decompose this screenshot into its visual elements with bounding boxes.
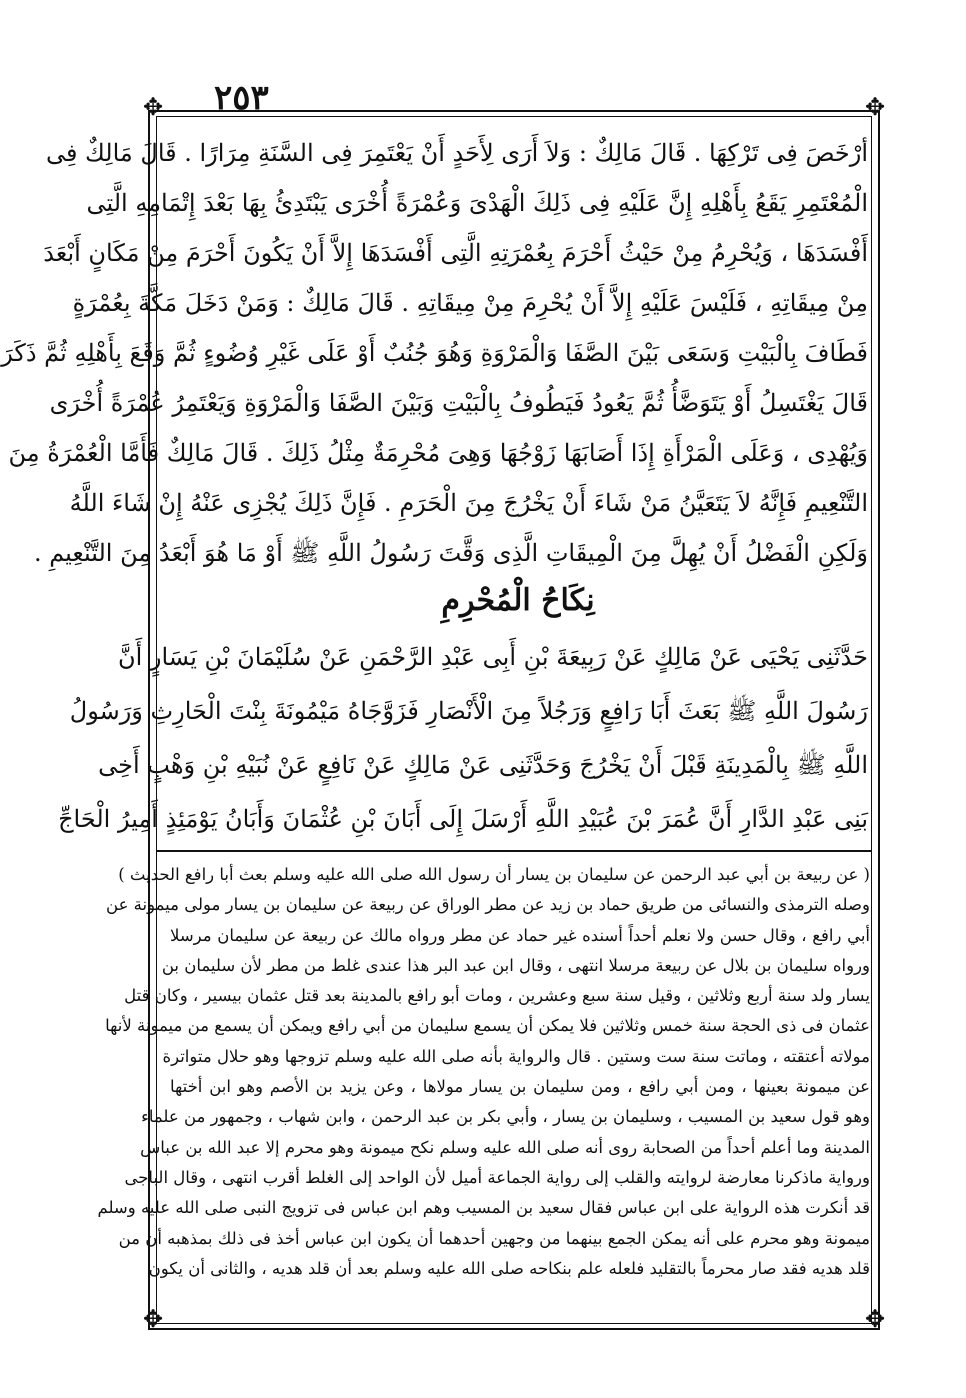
text-line: مِنْ مِيقَاتِهِ ، فَلَيْسَ عَلَيْهِ إِلاَّ أَنْ يُحْرِمَ مِنْ مِيقَاتِهِ . قَالَ مَالِكٌ : وَمَنْ دَخَلَ مَكَّةَ بِعُمْرَةٍ (72, 289, 868, 317)
footnotes-block (97, 860, 870, 1284)
footnote-line: وهو قول سعيد بن المسيب ، وسليمان بن يسار ، وأبي بكر بن عبد الرحمن ، وابن شهاب ، وجمهور من علماء (141, 1107, 870, 1127)
footnote-line: قد أنكرت هذه الرواية على ابن عباس فقال سعيد بن المسيب وهم ابن عباس فى تزويج النبى صلى الله عليه وسلم (97, 1198, 870, 1218)
footnote-line: ( عن ربيعة بن أبي عبد الرحمن عن سليمان بن يسار أن رسول الله صلى الله عليه وسلم بعث أبا رافع الحديث ) (118, 865, 870, 884)
footnote-line: وصله الترمذى والنسائى من طريق حماد بن زيد عن مطر الوراق عن ربيعة عن سليمان بن يسار مولى ميمونة عن (106, 895, 870, 915)
text-line: بَنِى عَبْدِ الدَّارِ أَنَّ عُمَرَ بْنَ عُبَيْدِ اللَّهِ أَرْسَلَ إِلَى أَبَانَ بْنِ عُثْمَانَ وَأَبَانُ يَوْمَئِذٍ أَمِيرُ الْحَاجِّ (58, 805, 868, 833)
corner-ornament-icon: ✥ (864, 93, 886, 121)
text-line: فَطَافَ بِالْبَيْتِ وَسَعَى بَيْنَ الصَّفَا وَالْمَرْوَةِ وَهُوَ جُنُبٌ أَوْ عَلَى غَيْرِ وُضُوءٍ ثُمَّ وَقَعَ بِأَهْلِهِ ثُمَّ ذَكَرَ (1, 339, 868, 367)
corner-ornament-icon: ✥ (142, 1305, 164, 1333)
text-line: أَفْسَدَهَا ، وَيُحْرِمُ مِنْ حَيْثُ أَحْرَمَ بِعُمْرَتِهِ الَّتِى أَفْسَدَهَا إِلاَّ أَنْ يَكُونَ أَحْرَمَ مِنْ مَكَانٍ أَبْعَدَ (43, 239, 868, 267)
footnote-line: عثمان فى ذى الحجة سنة خمس وثلاثين فلا يمكن أن يسمع سليمان من أبي رافع ويمكن أن يسمع من ميمونة لأنها (105, 1016, 870, 1036)
text-line: الْمُعْتَمِرِ يَقَعُ بِأَهْلِهِ إِنَّ عَلَيْهِ فِى ذَلِكَ الْهَدْىَ وَعُمْرَةً أُخْرَى يَبْتَدِئُ بِهَا بَعْدَ إِتْمَامِهِ الَّتِى (86, 189, 868, 217)
footnote-line: أبي رافع ، وقال حسن ولا نعلم أحداً أسنده غير حماد عن مطر ورواه مالك عن ربيعة عن سليمان مرسلا (170, 925, 870, 945)
footnote-line: قلد هديه فقد صار محرماً بالتقليد فلعله علم بنكاحه صلى الله عليه وسلم بعد أن قلد هديه ، والثانى أن يكون (148, 1258, 870, 1278)
text-line: التَّنْعِيمِ فَإِنَّهُ لاَ يَتَعَيَّنُ مَنْ شَاءَ أَنْ يَخْرُجَ مِنَ الْحَرَمِ . فَإِنَّ ذَلِكَ يُجْزِى عَنْهُ إِنْ شَاءَ اللَّهُ (69, 489, 868, 517)
footnote-line: ورواية ماذكرنا معارضة لروايته والقلب إلى رواية الجماعة أميل لأن الواحد إلى الغلط أقرب انتهى ، وقال الباجى (124, 1167, 870, 1187)
text-line: اللَّهِ ﷺ بِالْمَدِينَةِ قَبْلَ أَنْ يَخْرُجَ وَحَدَّثَنِى عَنْ مَالِكٍ عَنْ نَافِعٍ عَنْ نُبَيْهِ بْنِ وَهْبٍ أَخِى (98, 751, 868, 779)
section-title: نِكَاحُ الْمُحْرِمِ (441, 583, 595, 618)
footnote-separator (156, 850, 872, 852)
text-line: وَلَكِنِ الْفَضْلُ أَنْ يُهِلَّ مِنَ الْمِيقَاتِ الَّذِى وَقَّتَ رَسُولُ اللَّهِ ﷺ أَوْ مَا هُوَ أَبْعَدُ مِنَ التَّنْعِيمِ . (33, 539, 868, 567)
main-text-block (1, 128, 868, 578)
footnote-line: عن ميمونة بعينها ، ومن أبي رافع ، ومن سليمان بن يسار مولاها ، وعن يزيد بن الأصم وهو ابن أختها (170, 1077, 870, 1097)
footnote-line: ورواه سليمان بن بلال عن ربيعة مرسلا انتهى ، وقال ابن عبد البر هذا عندى غلط من مطر لأن سليمان بن (161, 955, 870, 975)
text-line: أرْخَصَ فِى تَرْكِهَا . قَالَ مَالِكٌ : وَلاَ أَرَى لِأَحَدٍ أَنْ يَعْتَمِرَ فِى السَّنَةِ مِرَارًا . قَالَ مَالِكٌ فِى (45, 139, 868, 167)
footnote-line: يسار ولد سنة أربع وثلاثين ، وقيل سنة سبع وعشرين ، ومات أبو رافع بالمدينة بعد قتل عثمان بيسير ، وكان قتل (124, 986, 870, 1006)
text-line: قَالَ يَغْتَسِلُ أَوْ يَتَوَضَّأُ ثُمَّ يَعُودُ فَيَطُوفُ بِالْبَيْتِ وَبَيْنَ الصَّفَا وَالْمَرْوَةِ وَيَعْتَمِرُ عُمْرَةً أُخْرَى (49, 389, 868, 417)
corner-ornament-icon: ✥ (142, 93, 164, 121)
page-number: ٢٥٣ (214, 78, 269, 118)
footnote-line: المدينة وما أعلم أحداً من الصحابة روى أنه صلى الله عليه وسلم نكح ميمونة وهو محرم إلا عبد الله بن عباس (140, 1137, 870, 1157)
text-line: حَدَّثَنِى يَحْيَى عَنْ مَالِكٍ عَنْ رَبِيعَةَ بْنِ أَبِى عَبْدِ الرَّحْمَنِ عَنْ سُلَيْمَانَ بْنِ يَسَارٍ أَنَّ (117, 643, 868, 671)
footnote-line: مولاته أعتقته ، وماتت سنة ست وستين . قال والرواية بأنه صلى الله عليه وسلم تزوجها وهو حلال متواترة (162, 1046, 870, 1066)
corner-ornament-icon: ✥ (864, 1305, 886, 1333)
hadith-text-block (58, 630, 868, 846)
text-line: وَيُهْدِى ، وَعَلَى الْمَرْأَةِ إِذَا أَصَابَهَا زَوْجُهَا وَهِىَ مُحْرِمَةٌ مِثْلُ ذَلِكَ . قَالَ مَالِكٌ فَأَمَّا الْعُمْرَةُ مِنَ (8, 439, 868, 467)
footnote-line: ميمونة وهو محرم على أنه يمكن الجمع بينهما من وجهين أحدهما أن يكون ابن عباس أخذ فى ذلك بمذهبه أن من (118, 1228, 870, 1248)
text-line: رَسُولَ اللَّهِ ﷺ بَعَثَ أَبَا رَافِعٍ وَرَجُلاً مِنَ الْأَنْصَارِ فَزَوَّجَاهُ مَيْمُونَةَ بِنْتَ الْحَارِثِ وَرَسُولُ (69, 697, 868, 725)
